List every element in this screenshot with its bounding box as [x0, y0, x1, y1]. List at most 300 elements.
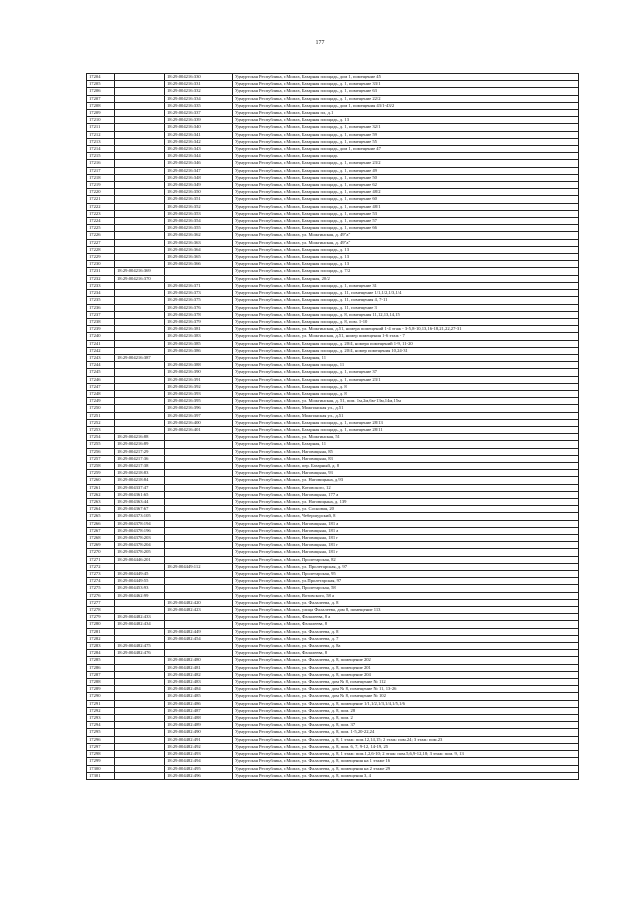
table-row [87, 441, 579, 448]
address-cell: Удмуртская Республика, г.Можга, Базарная площадь, д. 1, помещение 33/1 [233, 81, 579, 88]
row-number-cell: 17262 [87, 491, 115, 498]
table-row [87, 707, 579, 714]
table-row [87, 210, 579, 217]
cadastral-number-cell: 18:29:004482:490 [165, 729, 233, 736]
address-cell: Удмуртская Республика, г.Можга, ул. Сосновая, 20 [233, 506, 579, 513]
address-cell: Удмуртская Республика, г.Можга, Базарная площадь, д. 8, помещения 11,12,13,14,15 [233, 311, 579, 318]
row-number-cell: 17254 [87, 434, 115, 441]
object-number-cell [115, 599, 165, 606]
cadastral-number-cell [165, 498, 233, 505]
cadastral-number-cell: 18:29:004216:349 [165, 182, 233, 189]
row-number-cell: 17223 [87, 210, 115, 217]
row-number-cell: 17234 [87, 290, 115, 297]
address-cell: Удмуртская Республика, г.Можга, Пролетарская, 58 [233, 585, 579, 592]
table-row [87, 621, 579, 628]
row-number-cell: 17205 [87, 81, 115, 88]
object-number-cell: 18:29:004217:29 [115, 448, 165, 455]
object-number-cell [115, 722, 165, 729]
table-row [87, 614, 579, 621]
address-cell: Удмуртская Республика, г.Можга, ул. Фалалеева, д. 8, пом. 28 [233, 707, 579, 714]
table-row [87, 88, 579, 95]
cadastral-number-cell [165, 592, 233, 599]
object-number-cell: 18:29:004216:369 [115, 268, 165, 275]
object-number-cell [115, 628, 165, 635]
address-cell: Удмуртская Республика, г.Можга, Базарная площадь, д. 11, помещения 4, 7-11 [233, 297, 579, 304]
address-cell: Удмуртская Республика, г.Можга, Пролетарская, 95 [233, 571, 579, 578]
table-row [87, 498, 579, 505]
object-number-cell [115, 700, 165, 707]
address-cell: Удмуртская Республика, г.Можга, Наговицына, 181 а [233, 520, 579, 527]
registry-body [87, 74, 579, 780]
table-row [87, 671, 579, 678]
object-number-cell: 18:29:004217:38 [115, 462, 165, 469]
row-number-cell: 17255 [87, 441, 115, 448]
object-number-cell [115, 102, 165, 109]
row-number-cell: 17208 [87, 102, 115, 109]
object-number-cell [115, 160, 165, 167]
address-cell: Удмуртская Республика, г.Можга, Базарная площадь, д. 20/4, номер помещения 10,24-31 [233, 347, 579, 354]
row-number-cell: 17291 [87, 700, 115, 707]
table-row [87, 333, 579, 340]
object-number-cell [115, 707, 165, 714]
cadastral-number-cell: 18:29:004216:375 [165, 297, 233, 304]
table-row [87, 520, 579, 527]
row-number-cell: 17274 [87, 578, 115, 585]
object-number-cell [115, 362, 165, 369]
row-number-cell: 17266 [87, 520, 115, 527]
cadastral-number-cell [165, 571, 233, 578]
object-number-cell [115, 318, 165, 325]
address-cell: Удмуртская Республика, г.Можга, ул. Можгинская, д. 51, пом. 1м,2м,6м-13м,14м,15м [233, 398, 579, 405]
row-number-cell: 17253 [87, 426, 115, 433]
cadastral-number-cell [165, 542, 233, 549]
object-number-cell [115, 390, 165, 397]
cadastral-number-cell: 18:29:004482:493 [165, 751, 233, 758]
cadastral-number-cell: 18:29:004216:385 [165, 340, 233, 347]
row-number-cell: 17276 [87, 592, 115, 599]
table-row [87, 81, 579, 88]
address-cell: Удмуртская Республика, г.Можга, Базарная площадь, д. 11, помещение 3 [233, 304, 579, 311]
row-number-cell: 17273 [87, 571, 115, 578]
row-number-cell: 17245 [87, 369, 115, 376]
object-number-cell: 18:29:004482:476 [115, 650, 165, 657]
object-number-cell: 18:29:004482:433 [115, 614, 165, 621]
row-number-cell: 17265 [87, 513, 115, 520]
address-cell: Удмуртская Республика, г.Можга, Фалалеева, 8 [233, 621, 579, 628]
row-number-cell: 17292 [87, 707, 115, 714]
address-cell: Удмуртская Республика, г.Можга, ул. Фалалеева, д. 8, помещения на 1 этаже 16 [233, 758, 579, 765]
object-number-cell [115, 758, 165, 765]
table-row [87, 376, 579, 383]
cadastral-number-cell [165, 527, 233, 534]
cadastral-number-cell [165, 506, 233, 513]
cadastral-number-cell: 18:29:004216:393 [165, 390, 233, 397]
object-number-cell [115, 246, 165, 253]
table-row [87, 290, 579, 297]
row-number-cell: 17231 [87, 268, 115, 275]
row-number-cell: 17269 [87, 542, 115, 549]
cadastral-number-cell [165, 585, 233, 592]
address-cell: Удмуртская Республика, г.Можга, Вотовского, 58 а [233, 592, 579, 599]
table-row [87, 326, 579, 333]
cadastral-number-cell: 18:29:004482:494 [165, 758, 233, 765]
address-cell: Удмуртская Республика, г.Можга, Можгинская ул., д.51 [233, 412, 579, 419]
cadastral-number-cell [165, 513, 233, 520]
object-number-cell: 18:29:004462:99 [115, 592, 165, 599]
table-row [87, 448, 579, 455]
row-number-cell: 17301 [87, 772, 115, 779]
row-number-cell: 17221 [87, 196, 115, 203]
object-number-cell [115, 607, 165, 614]
row-number-cell: 17283 [87, 643, 115, 650]
cadastral-number-cell: 18:29:004216:352 [165, 203, 233, 210]
row-number-cell: 17206 [87, 88, 115, 95]
object-number-cell [115, 88, 165, 95]
object-number-cell: 18:29:004453:93 [115, 585, 165, 592]
row-number-cell: 17287 [87, 671, 115, 678]
row-number-cell: 17297 [87, 743, 115, 750]
cadastral-number-cell: 18:29:004216:379 [165, 318, 233, 325]
object-number-cell [115, 182, 165, 189]
object-number-cell [115, 772, 165, 779]
row-number-cell: 17248 [87, 390, 115, 397]
row-number-cell: 17224 [87, 218, 115, 225]
object-number-cell: 18:29:004378:203 [115, 535, 165, 542]
object-number-cell [115, 254, 165, 261]
object-number-cell [115, 326, 165, 333]
object-number-cell: 18:29:004216:387 [115, 354, 165, 361]
address-cell: Удмуртская Республика, г.Можга, ул. Фалалеева, д. 8, пом. 1-5,20-22,24 [233, 729, 579, 736]
row-number-cell: 17270 [87, 549, 115, 556]
address-cell: Удмуртская Республика, г.Можга, Базарная площадь, д. 1, помещение 53 [233, 210, 579, 217]
object-number-cell [115, 196, 165, 203]
address-cell: Удмуртская Республика, г.Можга, пер. Базарный, д. 8 [233, 462, 579, 469]
object-number-cell [115, 715, 165, 722]
address-cell: Удмуртская Республика, г.Можга, Базарная пл, д.1 [233, 110, 579, 117]
object-number-cell: 18:29:004449:55 [115, 578, 165, 585]
cadastral-number-cell [165, 470, 233, 477]
address-cell: Удмуртская Республика, г.Можга, Наговицына, 181 а [233, 527, 579, 534]
address-cell: Удмуртская Республика, г.Можга, Базарная площадь, д. 13 [233, 117, 579, 124]
cadastral-number-cell: 18:29:004216:383 [165, 333, 233, 340]
cadastral-number-cell: 18:29:004216:364 [165, 246, 233, 253]
table-row [87, 607, 579, 614]
cadastral-number-cell [165, 621, 233, 628]
table-row [87, 390, 579, 397]
address-cell: Удмуртская Республика, г.Можга, Базарная площадь, д. 1, помещение 59 [233, 131, 579, 138]
table-row [87, 535, 579, 542]
row-number-cell: 17220 [87, 189, 115, 196]
table-row [87, 563, 579, 570]
object-number-cell [115, 110, 165, 117]
table-row [87, 182, 579, 189]
address-cell: Удмуртская Республика, г.Можга, ул. Фалалеева, д. 8а [233, 643, 579, 650]
table-row [87, 635, 579, 642]
object-number-cell: 18:29:004449:45 [115, 571, 165, 578]
row-number-cell: 17212 [87, 131, 115, 138]
object-number-cell: 18:29:004378:204 [115, 542, 165, 549]
row-number-cell: 17277 [87, 599, 115, 606]
table-row [87, 95, 579, 102]
table-row [87, 729, 579, 736]
address-cell: Удмуртская Республика, г.Можга, Базарная площадь, д. 13 [233, 261, 579, 268]
cadastral-number-cell: 18:29:004482:496 [165, 772, 233, 779]
cadastral-number-cell: 18:29:004216:339 [165, 117, 233, 124]
address-cell: Удмуртская Республика, г.Можга, Пролетарская, 82 [233, 556, 579, 563]
row-number-cell: 17264 [87, 506, 115, 513]
row-number-cell: 17217 [87, 167, 115, 174]
object-number-cell: 18:29:004482:475 [115, 643, 165, 650]
cadastral-number-cell: 18:29:004482:420 [165, 599, 233, 606]
object-number-cell [115, 743, 165, 750]
object-number-cell [115, 124, 165, 131]
row-number-cell: 17210 [87, 117, 115, 124]
address-cell: Удмуртская Республика, г.Можга, Можгинская ул., д.51 [233, 405, 579, 412]
row-number-cell: 17235 [87, 297, 115, 304]
table-row [87, 455, 579, 462]
row-number-cell: 17233 [87, 282, 115, 289]
address-cell: Удмуртская Республика, г.Можга, Базарная площадь, д. 1, помещение 63 [233, 88, 579, 95]
cadastral-number-cell [165, 643, 233, 650]
table-row [87, 556, 579, 563]
row-number-cell: 17299 [87, 758, 115, 765]
row-number-cell: 17250 [87, 405, 115, 412]
cadastral-number-cell: 18:29:004216:332 [165, 88, 233, 95]
table-row [87, 160, 579, 167]
table-row [87, 549, 579, 556]
table-row [87, 318, 579, 325]
object-number-cell [115, 657, 165, 664]
cadastral-number-cell: 18:29:004482:495 [165, 765, 233, 772]
address-cell: Удмуртская Республика, г.Можга, ул. Фалалеева, д. 8, помещение 1/1,1/2,1/3,1/4,1/5,1/6 [233, 700, 579, 707]
object-number-cell: 18:29:004216:89 [115, 441, 165, 448]
object-number-cell [115, 311, 165, 318]
address-cell: Удмуртская Республика, г.Можга, Базарная площадь, д. 1, помещение 48/2 [233, 189, 579, 196]
table-row [87, 174, 579, 181]
row-number-cell: 17242 [87, 347, 115, 354]
row-number-cell: 17249 [87, 398, 115, 405]
address-cell: Удмуртская Республика, г.Можга, ул.Пролетарская, 97 [233, 578, 579, 585]
object-number-cell [115, 729, 165, 736]
row-number-cell: 17209 [87, 110, 115, 117]
address-cell: Удмуртская Республика, г.Можга, Базарная площадь, дом 1, помещение 45 [233, 74, 579, 81]
address-cell: Удмуртская Республика, г.Можга, Базарная площадь, д. 1, помещение 66 [233, 225, 579, 232]
object-number-cell [115, 131, 165, 138]
table-row [87, 542, 579, 549]
cadastral-number-cell [165, 268, 233, 275]
object-number-cell [115, 74, 165, 81]
row-number-cell: 17267 [87, 527, 115, 534]
address-cell: Удмуртская Республика, г.Можга, Базарная площадь, д. 1, помещение 62 [233, 182, 579, 189]
cadastral-number-cell: 18:29:004482:480 [165, 657, 233, 664]
row-number-cell: 17261 [87, 484, 115, 491]
table-row [87, 434, 579, 441]
address-cell: Удмуртская Республика, г.Можга, Наговицына, 85 [233, 448, 579, 455]
row-number-cell: 17286 [87, 664, 115, 671]
cadastral-number-cell: 18:29:004216:347 [165, 167, 233, 174]
row-number-cell: 17257 [87, 455, 115, 462]
row-number-cell: 17285 [87, 657, 115, 664]
address-cell: Удмуртская Республика, г.Можга, Базарная площадь, д. 1, помещение 60 [233, 196, 579, 203]
table-row [87, 239, 579, 246]
table-row [87, 232, 579, 239]
object-number-cell [115, 686, 165, 693]
table-row [87, 491, 579, 498]
row-number-cell: 17288 [87, 679, 115, 686]
cadastral-number-cell: 18:29:004482:486 [165, 700, 233, 707]
row-number-cell: 17280 [87, 621, 115, 628]
row-number-cell: 17272 [87, 563, 115, 570]
row-number-cell: 17232 [87, 275, 115, 282]
object-number-cell [115, 333, 165, 340]
row-number-cell: 17282 [87, 635, 115, 642]
cadastral-number-cell [165, 354, 233, 361]
cadastral-number-cell: 18:29:004216:365 [165, 254, 233, 261]
row-number-cell: 17268 [87, 535, 115, 542]
address-cell: Удмуртская Республика, г.Можга, Базарная, 11 [233, 354, 579, 361]
table-row [87, 679, 579, 686]
table-row [87, 715, 579, 722]
cadastral-number-cell: 18:29:004216:376 [165, 304, 233, 311]
cadastral-number-cell [165, 275, 233, 282]
address-cell: Удмуртская Республика, г.Можга, ул. Фалалеева, д. 8, 1 этаж: пом.12,14,15; 2 этаж: пом.24; 3 этаж: пом.23 [233, 736, 579, 743]
cadastral-number-cell [165, 448, 233, 455]
table-row [87, 686, 579, 693]
cadastral-number-cell [165, 477, 233, 484]
address-cell: Удмуртская Республика, г.Можга, Фалалеева, 8 а [233, 614, 579, 621]
row-number-cell: 17238 [87, 318, 115, 325]
row-number-cell: 17227 [87, 239, 115, 246]
cadastral-number-cell: 18:29:004216:363 [165, 239, 233, 246]
table-row [87, 225, 579, 232]
row-number-cell: 17251 [87, 412, 115, 419]
cadastral-number-cell: 18:29:004216:378 [165, 311, 233, 318]
object-number-cell [115, 398, 165, 405]
cadastral-number-cell: 18:29:004482:482 [165, 671, 233, 678]
row-number-cell: 17204 [87, 74, 115, 81]
cadastral-number-cell: 18:29:004216:334 [165, 95, 233, 102]
cadastral-number-cell [165, 520, 233, 527]
address-cell: Удмуртская Республика, г.Можга, Базарная площадь, дом 1, помещения 43/1-43/2 [233, 102, 579, 109]
address-cell: Удмуртская Республика, г.Можга, ул. Фалалеева, д. 8, пом. 6, 7, 9-12, 14-19, 25 [233, 743, 579, 750]
table-row [87, 722, 579, 729]
address-cell: Удмуртская Республика, г.Можга, Наговицына, 181 г [233, 542, 579, 549]
address-cell: Удмуртская Республика, г.Можга, Базарная площадь, д. 1, помещение 48/1 [233, 203, 579, 210]
address-cell: Удмуртская Республика, г.Можга, Базарная площадь, д. 13 [233, 246, 579, 253]
object-number-cell [115, 376, 165, 383]
object-number-cell: 18:29:004373:105 [115, 513, 165, 520]
address-cell: Удмуртская Республика, г.Можга, ул. Пролетарская, д. 97 [233, 563, 579, 570]
address-cell: Удмуртская Республика, г.Можга, Котовского, 12 [233, 484, 579, 491]
cadastral-number-cell [165, 614, 233, 621]
address-cell: Удмуртская Республика, г.Можга, Наговицына, 177 а [233, 491, 579, 498]
address-cell: Удмуртская Республика, г.Можга, ул. Фалалеева, д. 8, пом. 37 [233, 722, 579, 729]
address-cell: Удмуртская Республика, г.Можга, ул. Фалалеева, д. 8 [233, 599, 579, 606]
object-number-cell [115, 426, 165, 433]
table-row [87, 203, 579, 210]
cadastral-number-cell: 18:29:004216:340 [165, 124, 233, 131]
table-row [87, 585, 579, 592]
object-number-cell [115, 765, 165, 772]
object-number-cell [115, 383, 165, 390]
table-row [87, 758, 579, 765]
cadastral-number-cell: 18:29:004216:331 [165, 81, 233, 88]
table-row [87, 765, 579, 772]
table-row [87, 254, 579, 261]
cadastral-number-cell: 18:29:004216:337 [165, 110, 233, 117]
table-row [87, 599, 579, 606]
object-number-cell [115, 138, 165, 145]
row-number-cell: 17278 [87, 607, 115, 614]
object-number-cell [115, 146, 165, 153]
row-number-cell: 17226 [87, 232, 115, 239]
object-number-cell [115, 261, 165, 268]
object-number-cell [115, 563, 165, 570]
address-cell: Удмуртская Республика, г.Можга, ул. Можгинская, 51 [233, 434, 579, 441]
row-number-cell: 17225 [87, 225, 115, 232]
row-number-cell: 17236 [87, 304, 115, 311]
object-number-cell: 18:29:004217:36 [115, 455, 165, 462]
address-cell: Удмуртская Республика, г.Можга, Базарная площадь, д. 1, помещение 28/13 [233, 419, 579, 426]
object-number-cell: 18:29:004378:205 [115, 549, 165, 556]
row-number-cell: 17260 [87, 477, 115, 484]
row-number-cell: 17228 [87, 246, 115, 253]
address-cell: Удмуртская Республика, г.Можга, Базарная площадь, д. 1, помещение 55 [233, 138, 579, 145]
row-number-cell: 17295 [87, 729, 115, 736]
object-number-cell [115, 232, 165, 239]
object-number-cell [115, 117, 165, 124]
table-row [87, 189, 579, 196]
address-cell: Удмуртская Республика, г.Можга, Наговицына, 83 [233, 455, 579, 462]
row-number-cell: 17218 [87, 174, 115, 181]
object-number-cell: 18:29:004378:194 [115, 520, 165, 527]
address-cell: Удмуртская Республика, г.Можга, Базарная площадь, д. 1, помещение 50 [233, 174, 579, 181]
address-cell: Удмуртская Республика, г.Можга, Базарная площадь, д. 8 [233, 390, 579, 397]
address-cell: Удмуртская Республика, г.Можга, Базарная площадь, д. 7/2 [233, 268, 579, 275]
address-cell: Удмуртская Республика, г.Можга, Базарная площадь, д. 1, помещение 32/1 [233, 124, 579, 131]
cadastral-number-cell: 18:29:004482:449 [165, 628, 233, 635]
page-number: 177 [315, 40, 325, 46]
cadastral-number-cell: 18:29:004482:454 [165, 635, 233, 642]
address-cell: Удмуртская Республика, г.Можга, Базарная, 11 [233, 441, 579, 448]
address-cell: Удмуртская Республика, г.Можга, Наговицына, 181 г [233, 535, 579, 542]
address-cell: Удмуртская Республика, г.Можга, ул. Фалалеева, дом № 8, помещение № 102 [233, 693, 579, 700]
cadastral-number-cell: 18:29:004482:485 [165, 693, 233, 700]
object-number-cell: 18:29:004337:47 [115, 484, 165, 491]
cadastral-number-cell [165, 556, 233, 563]
row-number-cell: 17275 [87, 585, 115, 592]
row-number-cell: 17256 [87, 448, 115, 455]
table-row [87, 146, 579, 153]
cadastral-number-cell: 18:29:004216:342 [165, 138, 233, 145]
table-row [87, 484, 579, 491]
address-cell: Удмуртская Республика, г.Можга, ул. Фалалеева, д. 8, помещения на 2 этаже 29 [233, 765, 579, 772]
table-row [87, 246, 579, 253]
cadastral-number-cell: 18:29:004216:354 [165, 218, 233, 225]
cadastral-number-cell: 18:29:004216:395 [165, 398, 233, 405]
row-number-cell: 17252 [87, 419, 115, 426]
row-number-cell: 17222 [87, 203, 115, 210]
table-row [87, 304, 579, 311]
cadastral-number-cell: 18:29:004216:330 [165, 74, 233, 81]
object-number-cell: 18:29:004216:88 [115, 434, 165, 441]
address-cell: Удмуртская Республика, г.Можга, ул. Фалалеева, д. 8, пом. 2 [233, 715, 579, 722]
row-number-cell: 17230 [87, 261, 115, 268]
cadastral-number-cell: 18:29:004216:401 [165, 426, 233, 433]
cadastral-number-cell: 18:29:004216:388 [165, 362, 233, 369]
object-number-cell: 18:29:004446:201 [115, 556, 165, 563]
address-cell: Удмуртская Республика, г.Можга, ул. Наговицына, д. 139 [233, 498, 579, 505]
